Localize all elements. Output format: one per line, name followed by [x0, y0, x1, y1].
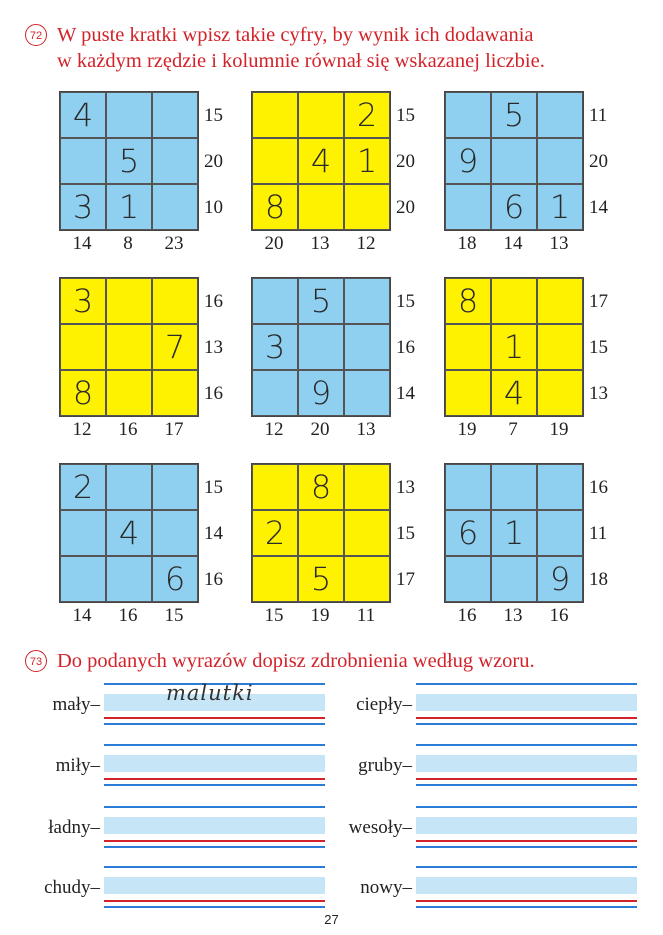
puzzle-grid	[251, 277, 391, 417]
grid-cell-empty[interactable]	[491, 464, 537, 510]
grid-cell-empty[interactable]	[152, 92, 198, 138]
task-number-badge: 72	[25, 24, 47, 46]
base-word: nowy–	[360, 877, 412, 898]
column-sums	[59, 605, 197, 627]
example-answer: malutki	[166, 681, 254, 705]
column-sums	[444, 605, 582, 627]
base-word: miły–	[55, 755, 100, 776]
grid-cell-filled: 3	[60, 184, 106, 230]
puzzle-grid	[444, 277, 584, 417]
column-sums	[444, 233, 582, 255]
grid-cell-empty[interactable]	[344, 510, 390, 556]
column-sum: 12	[72, 419, 92, 440]
writing-line[interactable]	[416, 744, 637, 784]
column-sum: 18	[457, 233, 477, 254]
grid-cell-filled: 1	[491, 510, 537, 556]
row-sum: 10	[204, 197, 223, 218]
grid-cell-empty[interactable]	[537, 370, 583, 416]
column-sum: 12	[264, 419, 284, 440]
column-sums	[251, 419, 389, 441]
row-sum: 16	[204, 291, 223, 312]
base-word: gruby–	[358, 755, 412, 776]
column-sum: 17	[164, 419, 184, 440]
base-word: ładny–	[48, 817, 100, 838]
grid-cell-filled: 4	[298, 138, 344, 184]
row-sum: 20	[589, 151, 608, 172]
column-sum: 19	[549, 419, 569, 440]
writing-line[interactable]	[104, 806, 325, 846]
column-sum: 13	[549, 233, 569, 254]
grid-cell-empty[interactable]	[60, 556, 106, 602]
grid-cell-empty[interactable]	[298, 324, 344, 370]
grid-cell-empty[interactable]	[252, 370, 298, 416]
column-sum: 19	[457, 419, 477, 440]
page-number: 27	[324, 912, 339, 927]
grid-cell-empty[interactable]	[344, 464, 390, 510]
column-sum: 16	[549, 605, 569, 626]
grid-cell-filled: 1	[491, 324, 537, 370]
grid-cell-empty[interactable]	[537, 510, 583, 556]
grid-cell-filled: 2	[344, 92, 390, 138]
base-word: ciepły–	[356, 694, 412, 715]
grid-cell-empty[interactable]	[106, 324, 152, 370]
row-sum: 15	[396, 523, 415, 544]
grid-cell-empty[interactable]	[252, 138, 298, 184]
grid-cell-filled: 5	[106, 138, 152, 184]
column-sum: 14	[72, 605, 92, 626]
grid-cell-empty[interactable]	[252, 556, 298, 602]
grid-cell-empty[interactable]	[445, 556, 491, 602]
grid-cell-empty[interactable]	[445, 370, 491, 416]
writing-line[interactable]	[416, 806, 637, 846]
column-sum: 15	[164, 605, 184, 626]
grid-cell-empty[interactable]	[106, 370, 152, 416]
row-sum: 13	[204, 337, 223, 358]
grid-cell-filled: 1	[344, 138, 390, 184]
grid-cell-empty[interactable]	[152, 184, 198, 230]
grid-cell-empty[interactable]	[152, 510, 198, 556]
base-word: mały–	[52, 694, 100, 715]
row-sum: 16	[204, 569, 223, 590]
grid-cell-empty[interactable]	[106, 556, 152, 602]
column-sum: 20	[310, 419, 330, 440]
row-sum: 15	[396, 291, 415, 312]
column-sum: 14	[503, 233, 523, 254]
puzzle-grid	[444, 91, 584, 231]
column-sums	[444, 419, 582, 441]
instruction-line-1: W puste kratki wpisz takie cyfry, by wynik ich dodawania	[57, 24, 534, 46]
row-sum: 14	[204, 523, 223, 544]
grid-cell-empty[interactable]	[106, 464, 152, 510]
column-sums	[251, 605, 389, 627]
puzzle-grid	[251, 91, 391, 231]
row-sum: 11	[589, 105, 608, 126]
writing-line[interactable]	[104, 683, 325, 723]
task-72-instructions	[57, 22, 647, 74]
grid-cell-empty[interactable]	[537, 464, 583, 510]
row-sum: 15	[589, 337, 608, 358]
grid-cell-filled: 9	[537, 556, 583, 602]
puzzle-grid	[59, 277, 199, 417]
column-sum: 23	[164, 233, 184, 254]
grid-cell-empty[interactable]	[445, 464, 491, 510]
column-sum: 7	[508, 419, 518, 440]
grid-cell-empty[interactable]	[298, 92, 344, 138]
grid-cell-empty[interactable]	[491, 278, 537, 324]
grid-cell-empty[interactable]	[152, 138, 198, 184]
row-sum: 15	[204, 105, 223, 126]
grid-cell-filled: 4	[491, 370, 537, 416]
column-sum: 13	[310, 233, 330, 254]
grid-cell-empty[interactable]	[152, 464, 198, 510]
grid-cell-empty[interactable]	[252, 278, 298, 324]
row-sum: 20	[396, 151, 415, 172]
grid-cell-filled: 5	[298, 556, 344, 602]
grid-cell-empty[interactable]	[344, 278, 390, 324]
row-sum: 16	[204, 383, 223, 404]
grid-cell-empty[interactable]	[60, 510, 106, 556]
instruction-line-2: w każdym rzędzie i kolumnie równał się wskazanej liczbie.	[57, 50, 545, 72]
column-sum: 13	[503, 605, 523, 626]
column-sum: 11	[356, 605, 376, 626]
row-sum: 18	[589, 569, 608, 590]
grid-cell-empty[interactable]	[298, 510, 344, 556]
grid-cell-filled: 7	[152, 324, 198, 370]
column-sums	[59, 233, 197, 255]
grid-cell-empty[interactable]	[491, 556, 537, 602]
row-sum: 15	[396, 105, 415, 126]
grid-cell-empty[interactable]	[344, 324, 390, 370]
grid-cell-empty[interactable]	[106, 92, 152, 138]
column-sum: 13	[356, 419, 376, 440]
column-sum: 16	[118, 605, 138, 626]
task-number-badge: 73	[25, 650, 47, 672]
puzzle-grid	[251, 463, 391, 603]
column-sum: 16	[118, 419, 138, 440]
row-sum: 17	[589, 291, 608, 312]
column-sums	[251, 233, 389, 255]
base-word: chudy–	[44, 877, 100, 898]
row-sum: 17	[396, 569, 415, 590]
grid-cell-filled: 8	[298, 464, 344, 510]
row-sum: 20	[204, 151, 223, 172]
grid-cell-empty[interactable]	[298, 184, 344, 230]
grid-cell-filled: 2	[60, 464, 106, 510]
grid-cell-filled: 9	[298, 370, 344, 416]
row-sum: 13	[589, 383, 608, 404]
writing-line[interactable]	[104, 744, 325, 784]
grid-cell-filled: 2	[252, 510, 298, 556]
row-sum: 14	[396, 383, 415, 404]
grid-cell-empty[interactable]	[445, 92, 491, 138]
row-sum: 11	[589, 523, 608, 544]
grid-cell-empty[interactable]	[344, 370, 390, 416]
grid-cell-filled: 8	[445, 278, 491, 324]
grid-cell-empty[interactable]	[152, 370, 198, 416]
column-sum: 12	[356, 233, 376, 254]
column-sum: 15	[264, 605, 284, 626]
row-sum: 16	[589, 477, 608, 498]
grid-cell-filled: 6	[445, 510, 491, 556]
grid-cell-empty[interactable]	[537, 138, 583, 184]
grid-cell-empty[interactable]	[106, 278, 152, 324]
grid-cell-empty[interactable]	[344, 556, 390, 602]
writing-line[interactable]	[104, 866, 325, 906]
row-sum: 13	[396, 477, 415, 498]
base-word: wesoły–	[348, 817, 412, 838]
grid-cell-filled: 3	[252, 324, 298, 370]
grid-cell-empty[interactable]	[60, 324, 106, 370]
grid-cell-empty[interactable]	[252, 92, 298, 138]
grid-cell-filled: 6	[491, 184, 537, 230]
grid-cell-empty[interactable]	[445, 184, 491, 230]
puzzle-grid	[59, 91, 199, 231]
row-sum: 14	[589, 197, 608, 218]
grid-cell-filled: 4	[60, 92, 106, 138]
grid-cell-empty[interactable]	[537, 324, 583, 370]
grid-cell-filled: 4	[106, 510, 152, 556]
grid-cell-filled: 1	[106, 184, 152, 230]
grid-cell-empty[interactable]	[252, 464, 298, 510]
grid-cell-filled: 8	[60, 370, 106, 416]
row-sum: 15	[204, 477, 223, 498]
writing-line[interactable]	[416, 866, 637, 906]
grid-cell-filled: 3	[60, 278, 106, 324]
puzzle-grid	[444, 463, 584, 603]
grid-cell-filled: 6	[152, 556, 198, 602]
grid-cell-filled: 1	[537, 184, 583, 230]
grid-cell-filled: 5	[491, 92, 537, 138]
puzzle-grid	[59, 463, 199, 603]
column-sum: 20	[264, 233, 284, 254]
column-sum: 16	[457, 605, 477, 626]
row-sum: 20	[396, 197, 415, 218]
grid-cell-empty[interactable]	[445, 324, 491, 370]
grid-cell-empty[interactable]	[537, 92, 583, 138]
grid-cell-empty[interactable]	[491, 138, 537, 184]
column-sum: 14	[72, 233, 92, 254]
grid-cell-empty[interactable]	[152, 278, 198, 324]
column-sums	[59, 419, 197, 441]
grid-cell-filled: 8	[252, 184, 298, 230]
grid-cell-empty[interactable]	[344, 184, 390, 230]
row-sum: 16	[396, 337, 415, 358]
grid-cell-filled: 9	[445, 138, 491, 184]
column-sum: 8	[123, 233, 133, 254]
grid-cell-filled: 5	[298, 278, 344, 324]
column-sum: 19	[310, 605, 330, 626]
grid-cell-empty[interactable]	[60, 138, 106, 184]
grid-cell-empty[interactable]	[537, 278, 583, 324]
task-73-instructions: Do podanych wyrazów dopisz zdrobnienia według wzoru.	[57, 650, 535, 672]
writing-line[interactable]	[416, 683, 637, 723]
